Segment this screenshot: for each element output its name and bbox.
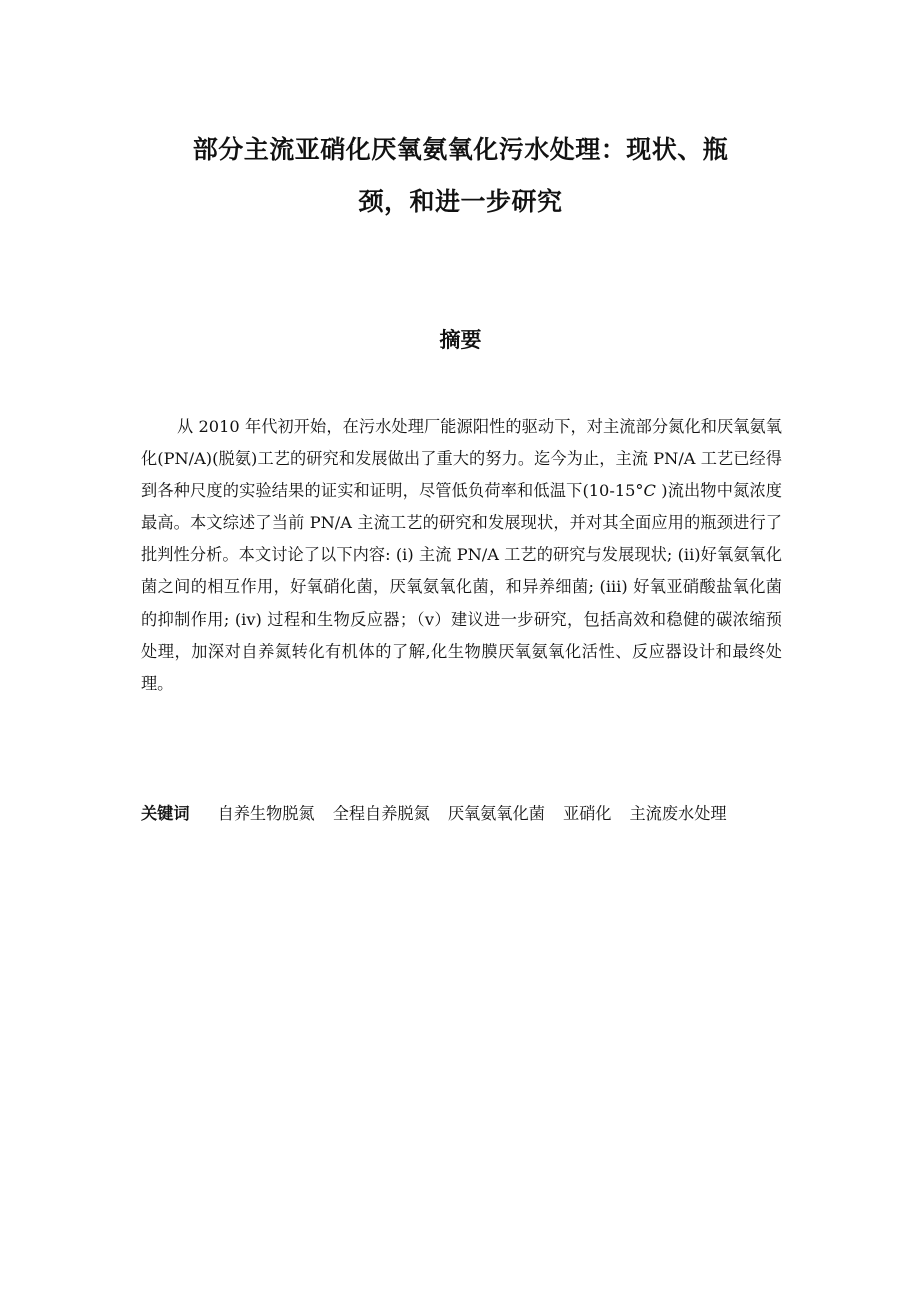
keywords-section: [141, 796, 782, 831]
temperature-unit: C: [643, 481, 656, 501]
abstract-text-part-2: )流出物中氮浓度最高。本文综述了当前 PN/A 主流工艺的研究和发展现状，并对其全面应用的瓶颈进行了批判性分析。本文讨论了以下内容: (i) 主流 PN/A 工艺的研究与发展现状; (ii)好氧氨氧化菌之间的相互作用，好氧硝化菌，厌氧氨氧化菌，和异养细菌; (iii) 好氧亚硝酸盐氧化菌的抑制作用; (iv) 过程和生物反应器；（v）建议进一步研究，包括高效和稳健的碳浓缩预处理，加深对自养氮转化有机体的了解,化生物膜厌氧氨氧化活性、反应器设计和最终处理。: [141, 481, 782, 693]
keyword-item: 亚硝化: [562, 804, 612, 823]
paper-title-line-1: 部分主流亚硝化厌氧氨氧化污水处理：现状、瓶: [192, 135, 729, 164]
abstract-text-part-1: 从 2010 年代初开始，在污水处理厂能源阳性的驱动下，对主流部分氮化和厌氧氨氧化(PN/A)(脱氨)工艺的研究和发展做出了重大的努力。迄今为止，主流 PN/A 工艺已经得到各种尺度的实验结果的证实和证明，尽管低负荷率和低温下(10-15°: [141, 417, 782, 501]
keyword-item: 自养生物脱氮: [217, 804, 315, 823]
keyword-item: 全程自养脱氮: [332, 804, 430, 823]
abstract-text: [141, 411, 782, 700]
keyword-item: 厌氧氨氧化菌: [447, 804, 545, 823]
paper-title: [140, 124, 781, 228]
keywords-label: 关键词: [141, 804, 190, 823]
paper-title-line-2: 颈，和进一步研究: [358, 187, 563, 216]
keyword-item: 主流废水处理: [629, 804, 727, 823]
abstract-heading: 摘要: [439, 328, 482, 352]
